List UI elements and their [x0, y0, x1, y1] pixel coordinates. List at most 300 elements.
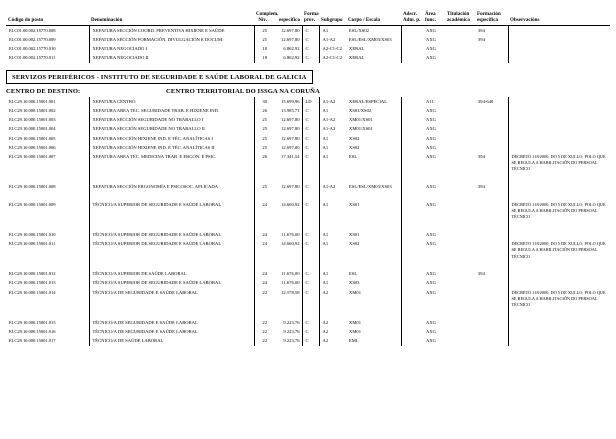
cell-corpo: XM01: [349, 289, 361, 295]
cell-nivel: 30: [254, 97, 269, 106]
cell-nivel: 25: [254, 143, 269, 152]
col-titulacion-line2: académica: [447, 17, 470, 23]
cell-adscricion: [401, 26, 423, 36]
cell-formacion: [475, 44, 508, 53]
cell-adscricion: [401, 200, 423, 230]
cell-adscricion: [401, 270, 423, 279]
col-adscr-line2: Adm. p.: [403, 17, 421, 23]
cell-observacions: [508, 143, 610, 152]
centro-destino-value: CENTRO TERRITORIAL DO ISSGA NA CORUÑA: [166, 88, 320, 96]
cell-formacion: [475, 327, 508, 336]
cell-area: AXG: [426, 27, 436, 33]
cell-area: AXG: [426, 271, 436, 277]
col-titulacion-line1: Titulación: [447, 11, 470, 17]
cell-especifico: 11.676,00: [281, 231, 300, 237]
cell-corpo: XM01: [349, 328, 361, 334]
section-band-wrapper: [6, 66, 610, 85]
col-titulacion: [445, 0, 475, 26]
cell-observacions: [508, 125, 610, 134]
cell-observacions: [508, 230, 610, 239]
cell-corpo: ESL: [349, 271, 358, 277]
cell-codigo: EI.C29.10.000.15001.014: [9, 289, 56, 295]
cell-subgrupo: A1: [319, 134, 346, 143]
cell-subgrupo: A2: [319, 318, 346, 327]
cell-formacion: [475, 200, 508, 230]
cell-denominacion: XEFATURA SECCIÓN SEGURIDADE NO TRABALLO I: [89, 116, 254, 125]
cell-observacions: DECRETO 118/2000, DO 5 DE XULLO, POLO QUE SE REGULA A HABILITACIÓN DO PERSOAL TÉCNICO: [508, 240, 610, 270]
cell-forma: C: [302, 288, 319, 318]
cell-forma: C: [302, 318, 319, 327]
cell-denominacion: XEFATURA SECCIÓN COORD. PREVENTIVA HIXIENE E SAÚDE: [89, 26, 254, 36]
cell-especifico: 6.862,92: [283, 55, 300, 61]
cell-titulacion: [445, 152, 475, 182]
cell-forma: C: [302, 44, 319, 53]
cell-nivel: 25: [254, 116, 269, 125]
cell-area: AXG: [426, 107, 436, 113]
col-adscricion: [401, 0, 423, 26]
cell-codigo: EI.C29.10.000.15001.006: [9, 144, 56, 150]
cell-codigo: EI.C29.10.000.15001.010: [9, 231, 56, 237]
cell-adscricion: [401, 318, 423, 327]
cell-observacions: DECRETO 118/2000, DO 5 DE XULLO, POLO QUE SE REGULA A HABILITACIÓN DO PERSOAL TÉCNICO: [508, 288, 610, 318]
cell-area: AXG: [426, 36, 436, 42]
cell-corpo: XM01/XS01: [349, 117, 373, 123]
cell-formacion: [475, 288, 508, 318]
cell-forma: C: [302, 240, 319, 270]
cell-denominacion: XEFATURA NEGOCIADO II: [89, 54, 254, 63]
cell-titulacion: [445, 134, 475, 143]
cell-corpo: ESL: [349, 153, 358, 159]
col-codigo-label: Código do posto: [8, 17, 44, 23]
table-row: [6, 143, 610, 152]
table-row: [6, 288, 610, 318]
cell-formacion: [475, 106, 508, 115]
cell-formacion: 394: [478, 184, 485, 190]
cell-observacions: [508, 318, 610, 327]
cell-subgrupo: A1: [319, 270, 346, 279]
cell-forma: C: [302, 26, 319, 36]
col-denominacion: [89, 0, 254, 26]
cell-especifico: 6.862,92: [283, 45, 300, 51]
cell-subgrupo: A2-C1-C2: [319, 44, 346, 53]
cell-formacion: [475, 143, 508, 152]
cell-observacions: [508, 134, 610, 143]
cell-nivel: 26: [254, 152, 269, 182]
cell-formacion: [475, 116, 508, 125]
cell-especifico: 9.223,76: [283, 338, 300, 344]
col-forma-line2: prov.: [304, 17, 316, 23]
cell-codigo: EI.C01.00.002.15770.009: [9, 36, 56, 42]
cell-titulacion: [445, 200, 475, 230]
cell-titulacion: [445, 327, 475, 336]
cell-codigo: EI.C01.00.002.15770.011: [9, 55, 56, 61]
table-row: [6, 337, 610, 346]
cell-area: A11: [426, 98, 434, 104]
cell-formacion: [475, 337, 508, 346]
cell-corpo: XS01: [349, 201, 360, 207]
cell-corpo: XERAL/ESPECIAL: [349, 98, 388, 104]
cell-denominacion: TÉCNICO/A DE SEGURIDADE E SAÚDE LABORAL: [89, 327, 254, 336]
cell-formacion: [475, 230, 508, 239]
cell-corpo: XS01/XS02: [349, 107, 372, 113]
table-row: [6, 106, 610, 115]
cell-codigo: EI.C29.10.000.15001.011: [9, 241, 56, 247]
cell-especifico: 17.341,54: [281, 153, 300, 159]
cell-formacion: 394: [478, 153, 485, 159]
cell-area: AXG: [426, 126, 436, 132]
col-forma-line1: Forma: [304, 11, 319, 17]
cell-titulacion: [445, 279, 475, 288]
cell-subgrupo: A1: [319, 106, 346, 115]
cell-formacion: [475, 54, 508, 63]
cell-area: AXG: [426, 328, 436, 334]
cell-subgrupo: A1: [319, 279, 346, 288]
cell-corpo: XM01: [349, 319, 361, 325]
cell-codigo: EI.C29.10.000.15001.007: [9, 153, 56, 159]
cell-formacion: [475, 318, 508, 327]
cell-especifico: 12.697,80: [281, 117, 300, 123]
cell-denominacion: TÉCNICO/A SUPERIOR DE SEGURIDADE E SAÚDE LABORAL: [89, 279, 254, 288]
cell-denominacion: XEFATURA SECCIÓN HIXIENE IND. E TÉC. ANALÍTICAS I: [89, 134, 254, 143]
cell-area: AXG: [426, 319, 436, 325]
cell-titulacion: [445, 288, 475, 318]
cell-forma: C: [302, 35, 319, 44]
cell-observacions: [508, 183, 610, 201]
table-row: [6, 35, 610, 44]
table-row: [6, 230, 610, 239]
cell-nivel: 24: [254, 240, 269, 270]
cell-adscricion: [401, 116, 423, 125]
cell-adscricion: [401, 106, 423, 115]
col-denominacion-label: Denominación: [91, 17, 123, 23]
cell-area: AXG: [426, 45, 436, 51]
cell-denominacion: XEFATURA AREA TEC. SEGURIDADE TRAB. E HIXIENE IND.: [89, 106, 254, 115]
cell-adscricion: [401, 240, 423, 270]
cell-nivel: 25: [254, 183, 269, 201]
cell-titulacion: [445, 97, 475, 106]
cell-especifico: 11.676,00: [281, 280, 300, 286]
cell-forma: C: [302, 134, 319, 143]
col-corpo: [346, 0, 401, 26]
cell-formacion: [475, 240, 508, 270]
cell-especifico: 14.660,92: [281, 201, 300, 207]
cell-especifico: 14.660,92: [281, 241, 300, 247]
cell-adscricion: [401, 152, 423, 182]
cell-forma: C: [302, 116, 319, 125]
cell-formacion: [475, 279, 508, 288]
cell-corpo: XERAL: [349, 45, 365, 51]
cell-adscricion: [401, 134, 423, 143]
table-row: [6, 318, 610, 327]
col-especifico-label: específico: [278, 17, 300, 23]
cell-nivel: 22: [254, 327, 269, 336]
cell-especifico: 12.697,80: [281, 144, 300, 150]
cell-forma: C: [302, 230, 319, 239]
cell-observacions: [508, 35, 610, 44]
cell-forma: C: [302, 327, 319, 336]
cell-codigo: EI.C01.00.002.15770.010: [9, 45, 56, 51]
cell-formacion: 394: [478, 36, 485, 42]
col-formacion-line1: Formación: [477, 11, 501, 17]
cell-nivel: 24: [254, 200, 269, 230]
cell-observacions: [508, 97, 610, 106]
cell-subgrupo: A1: [319, 230, 346, 239]
cell-especifico: 12.697,80: [281, 36, 300, 42]
table-row: [6, 26, 610, 36]
cell-titulacion: [445, 270, 475, 279]
section-band: SERVIZOS PERIFÉRICOS - INSTITUTO DE SEGURIDADE E SAÚDE LABORAL DE GALICIA: [6, 70, 313, 84]
table-row: [6, 116, 610, 125]
col-formacion-line2: específica: [477, 17, 499, 23]
cell-corpo: XM01/XS01: [349, 126, 373, 132]
cell-denominacion: TÉCNICO/A DE SEGURIDADE E SAÚDE LABORAL: [89, 318, 254, 327]
cell-area: AXG: [426, 231, 436, 237]
cell-observacions: [508, 106, 610, 115]
cell-especifico: 12.697,80: [281, 126, 300, 132]
cell-forma: C: [302, 106, 319, 115]
cell-observacions: [508, 337, 610, 346]
cell-observacions: DECRETO 118/2000, DO 5 DE XULLO, POLO QUE SE REGULA A HABILITACIÓN DO PERSOAL TÉCNICO: [508, 200, 610, 230]
col-area-line1: Área: [425, 11, 436, 17]
table-row: [6, 270, 610, 279]
cell-codigo: EI.C29.10.000.15001.012: [9, 271, 56, 277]
cell-denominacion: TÉCNICO/A SUPERIOR DE SAÚDE LABORAL: [89, 270, 254, 279]
cell-subgrupo: A2: [319, 288, 346, 318]
col-area: [423, 0, 445, 26]
cell-adscricion: [401, 183, 423, 201]
cell-titulacion: [445, 125, 475, 134]
cell-adscricion: [401, 44, 423, 53]
cell-forma: C: [302, 183, 319, 201]
cell-subgrupo: A2: [319, 327, 346, 336]
cell-nivel: 25: [254, 35, 269, 44]
cell-forma: C: [302, 270, 319, 279]
cell-codigo: EI.C29.10.000.15001.003: [9, 117, 56, 123]
col-complem-line1: Complem.: [256, 11, 279, 17]
cell-codigo: EI.C29.10.000.15001.002: [9, 107, 56, 113]
cell-denominacion: XEFATURA NEGOCIADO I: [89, 44, 254, 53]
cell-corpo: XS02: [349, 144, 360, 150]
col-subgrupo: [319, 0, 346, 26]
col-nivel: [254, 0, 279, 26]
cell-adscricion: [401, 35, 423, 44]
table-row: [6, 183, 610, 201]
cell-especifico: 13.985,71: [281, 107, 300, 113]
cell-adscricion: [401, 279, 423, 288]
cell-titulacion: [445, 240, 475, 270]
cell-denominacion: XEFATURA SECCIÓN ERGONOMÍA E PSICOSOC. APLICADA: [89, 183, 254, 201]
cell-denominacion: TÉCNICO/A SUPERIOR DE SEGURIDADE E SAÚDE LABORAL: [89, 230, 254, 239]
table-row: [6, 125, 610, 134]
cell-titulacion: [445, 116, 475, 125]
table-body-bottom: [6, 97, 610, 346]
cell-area: AXG: [426, 280, 436, 286]
cell-especifico: 15.699,96: [281, 98, 300, 104]
cell-nivel: 22: [254, 288, 269, 318]
cell-titulacion: [445, 35, 475, 44]
col-area-line2: func.: [425, 17, 436, 23]
cell-denominacion: TÉCNICO/A SUPERIOR DE SEGURIDADE E SAÚDE LABORAL: [89, 200, 254, 230]
table-body-top: [6, 26, 610, 63]
cell-area: AXG: [426, 289, 436, 295]
cell-nivel: 24: [254, 270, 269, 279]
cell-codigo: EI.C29.10.000.15001.013: [9, 280, 56, 286]
cell-observacions: [508, 116, 610, 125]
cell-corpo: ESL/XS02: [349, 27, 369, 33]
cell-codigo: EI.C29.10.000.15001.004: [9, 126, 56, 132]
cell-nivel: 25: [254, 26, 269, 36]
centro-destino-label: CENTRO DE DESTINO:: [6, 88, 81, 96]
cell-especifico: 12.697,80: [281, 27, 300, 33]
job-catalogue-table-top: [6, 0, 610, 63]
table-row: [6, 134, 610, 143]
cell-adscricion: [401, 337, 423, 346]
cell-formacion: 394: [478, 27, 485, 33]
cell-codigo: EI.C29.10.000.15001.001: [9, 98, 56, 104]
cell-titulacion: [445, 230, 475, 239]
cell-titulacion: [445, 44, 475, 53]
cell-subgrupo: A1: [319, 26, 346, 36]
cell-area: AXG: [426, 338, 436, 344]
cell-subgrupo: A1: [319, 200, 346, 230]
cell-codigo: EI.C29.10.000.15001.005: [9, 135, 56, 141]
cell-codigo: EI.C29.10.000.15001.008: [9, 184, 56, 190]
cell-especifico: 12.578,58: [281, 289, 300, 295]
cell-nivel: 25: [254, 125, 269, 134]
cell-denominacion: XEFATURA SECCIÓN HIXIENE IND. E TÉC. ANALÍTICAS II: [89, 143, 254, 152]
cell-denominacion: XEFATURA AREA TEC. MEDICINA TRAB. E ERGON. E PSIC.: [89, 152, 254, 182]
cell-titulacion: [445, 106, 475, 115]
cell-adscricion: [401, 288, 423, 318]
cell-subgrupo: A1-A2: [319, 97, 346, 106]
cell-subgrupo: A1-A2: [319, 183, 346, 201]
cell-formacion: [475, 134, 508, 143]
cell-especifico: 9.223,76: [283, 319, 300, 325]
cell-observacions: [508, 327, 610, 336]
cell-denominacion: TÉCNICO/A SUPERIOR DE SEGURIDADE E SAÚDE LABORAL: [89, 240, 254, 270]
cell-observacions: [508, 26, 610, 36]
cell-codigo: EI.C01.00.002.15770.008: [9, 27, 56, 33]
cell-nivel: 24: [254, 279, 269, 288]
table-row: [6, 97, 610, 106]
cell-subgrupo: A1-A2: [319, 35, 346, 44]
col-observacions-label: Observacións: [510, 17, 540, 23]
cell-especifico: 12.697,80: [281, 184, 300, 190]
cell-adscricion: [401, 54, 423, 63]
cell-area: AXG: [426, 153, 436, 159]
cell-forma: C: [302, 152, 319, 182]
col-formacion: [475, 0, 508, 26]
cell-nivel: 18: [254, 44, 269, 53]
cell-formacion: [475, 125, 508, 134]
cell-subgrupo: A1: [319, 240, 346, 270]
cell-denominacion: XEFATURA SECCIÓN SEGURIDADE NO TRABALLO II: [89, 125, 254, 134]
cell-nivel: 22: [254, 318, 269, 327]
cell-titulacion: [445, 337, 475, 346]
cell-titulacion: [445, 318, 475, 327]
cell-adscricion: [401, 125, 423, 134]
table-row: [6, 200, 610, 230]
cell-area: AXG: [426, 117, 436, 123]
cell-area: AXG: [426, 201, 436, 207]
cell-corpo: ESL/ESL/XM03/XS03: [349, 184, 392, 190]
cell-subgrupo: A1: [319, 143, 346, 152]
cell-denominacion: XEFATURA CENTRO: [89, 97, 254, 106]
cell-corpo: XERAL: [349, 55, 365, 61]
cell-titulacion: [445, 183, 475, 201]
table-header: [6, 0, 610, 26]
cell-corpo: XS02: [349, 241, 360, 247]
cell-denominacion: XEFATURA SECCIÓN FORMACIÓN, DIVULGACIÓN E DOCUM.: [89, 35, 254, 44]
cell-observacions: DECRETO 118/2000, DO 5 DE XULLO, POLO QUE SE REGULA A HABILITACIÓN DO PERSOAL TÉCNICO: [508, 152, 610, 182]
cell-forma: C: [302, 337, 319, 346]
table-row: [6, 240, 610, 270]
cell-formacion: 394: [478, 271, 485, 277]
cell-especifico: 12.697,80: [281, 135, 300, 141]
cell-especifico: 9.223,76: [283, 328, 300, 334]
col-nivel-label: Nív.: [258, 17, 267, 23]
col-corpo-label: Corpo / Escala: [348, 17, 381, 23]
cell-subgrupo: A2-C1-C2: [319, 54, 346, 63]
cell-adscricion: [401, 143, 423, 152]
cell-forma: C: [302, 143, 319, 152]
cell-subgrupo: A1-A2: [319, 125, 346, 134]
cell-corpo: ESL/ESL/XM03/XS03: [349, 36, 392, 42]
table-row: [6, 44, 610, 53]
cell-corpo: XS01: [349, 231, 360, 237]
cell-area: AXG: [426, 241, 436, 247]
cell-nivel: 26: [254, 106, 269, 115]
cell-observacions: [508, 44, 610, 53]
cell-titulacion: [445, 26, 475, 36]
cell-subgrupo: A2: [319, 337, 346, 346]
cell-forma: C: [302, 200, 319, 230]
cell-area: AXG: [426, 184, 436, 190]
cell-forma: C: [302, 279, 319, 288]
cell-especifico: 11.676,00: [281, 271, 300, 277]
cell-forma: C: [302, 125, 319, 134]
cell-denominacion: TÉCNICO/A DE SEGURIDADE E SAÚDE LABORAL: [89, 288, 254, 318]
cell-codigo: EI.C29.10.000.15001.016: [9, 328, 56, 334]
cell-nivel: 25: [254, 134, 269, 143]
col-observacions: [508, 0, 610, 26]
cell-observacions: [508, 54, 610, 63]
centro-destino: [6, 88, 610, 95]
cell-corpo: XS02: [349, 135, 360, 141]
col-codigo: [6, 0, 89, 26]
cell-formacion: 394-640: [478, 98, 494, 104]
cell-titulacion: [445, 143, 475, 152]
cell-corpo: EML: [349, 338, 359, 344]
cell-codigo: EI.C29.10.000.15001.017: [9, 338, 56, 344]
cell-adscricion: [401, 97, 423, 106]
cell-observacions: [508, 270, 610, 279]
job-catalogue-table-bottom: [6, 97, 610, 346]
cell-nivel: 22: [254, 337, 269, 346]
table-row: [6, 54, 610, 63]
cell-adscricion: [401, 327, 423, 336]
cell-corpo: XS03: [349, 280, 360, 286]
cell-subgrupo: A1-A2: [319, 116, 346, 125]
cell-area: AXG: [426, 135, 436, 141]
col-subgrupo-label: Subgrupo: [321, 17, 343, 23]
cell-area: AXG: [426, 55, 436, 61]
col-adscr-line1: Adscr.: [403, 11, 417, 17]
table-row: [6, 279, 610, 288]
cell-observacions: [508, 279, 610, 288]
cell-forma: LD: [302, 97, 319, 106]
cell-adscricion: [401, 230, 423, 239]
